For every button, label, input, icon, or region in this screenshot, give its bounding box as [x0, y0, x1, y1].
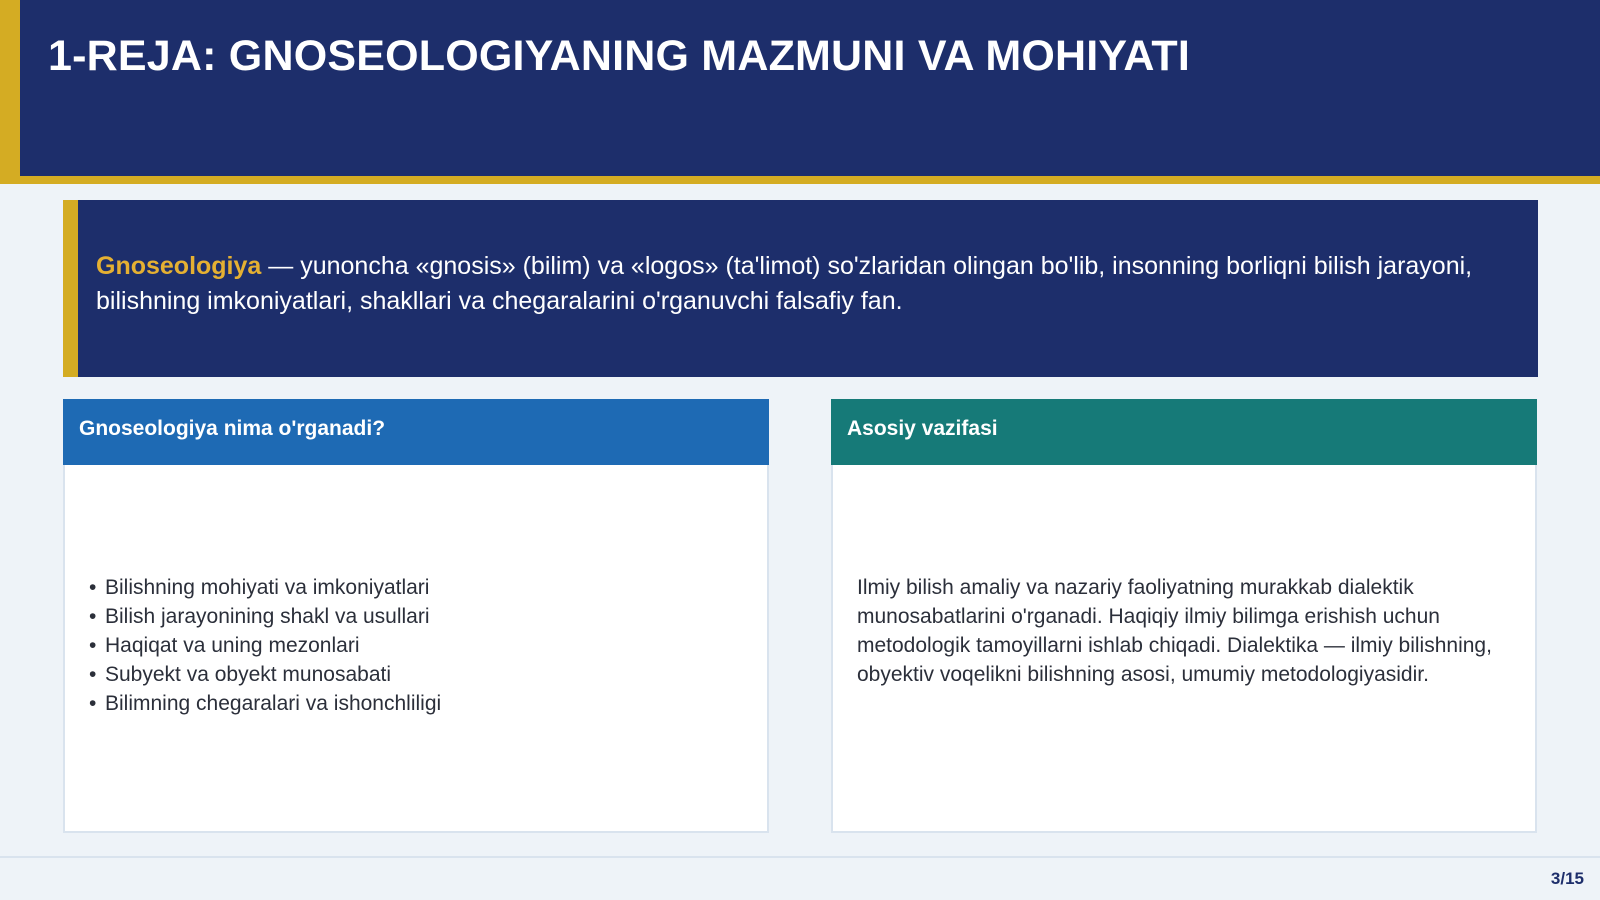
main-task-card	[831, 399, 1537, 833]
definition-term: Gnoseologiya	[96, 252, 262, 280]
list-item: • Bilimning chegaralari va ishonchliligi	[89, 689, 441, 718]
list-item: • Haqiqat va uning mezonlari	[89, 631, 441, 660]
main-task-card-header	[831, 399, 1537, 465]
main-task-card-title: Asosiy vazifasi	[847, 417, 998, 440]
topics-card-title: Gnoseologiya nima o'rganadi?	[79, 417, 386, 440]
footer	[0, 856, 1600, 900]
list-item: • Subyekt va obyekt munosabati	[89, 660, 441, 689]
definition-box	[63, 200, 1538, 377]
topics-list	[89, 573, 441, 718]
definition-text	[96, 249, 1506, 319]
slide-title: 1-REJA: GNOSEOLOGIYANING MAZMUNI VA MOHIYATI	[48, 32, 1191, 80]
topics-card	[63, 399, 769, 833]
header-accent-bar	[0, 0, 20, 184]
list-item: • Bilish jarayonining shakl va usullari	[89, 602, 441, 631]
definition-accent-bar	[63, 200, 78, 377]
header-underline	[0, 176, 1600, 184]
list-item: • Bilishning mohiyati va imkoniyatlari	[89, 573, 441, 602]
page-number: 3/15	[1550, 869, 1584, 888]
topics-card-header	[63, 399, 769, 465]
header-banner	[0, 0, 1600, 176]
main-task-text: Ilmiy bilish amaliy va nazariy faoliyatning murakkab dialektik munosabatlarini o'rganadi. Haqiqiy ilmiy bilimga erishish uchun metodologik tamoyillarni ishlab chiqadi. Dialektika — ilmiy bilishning, obyektiv voqelikni bilishning asosi, umumiy metodologiyasidir.	[857, 576, 1492, 686]
definition-body: — yunoncha «gnosis» (bilim) va «logos» (ta'limot) so'zlaridan olingan bo'lib, insonning borliqni bilish jarayoni, bilishning imkoniyatlari, shakllari va chegaralarini o'rganuvchi falsafiy fan.	[96, 252, 1473, 315]
